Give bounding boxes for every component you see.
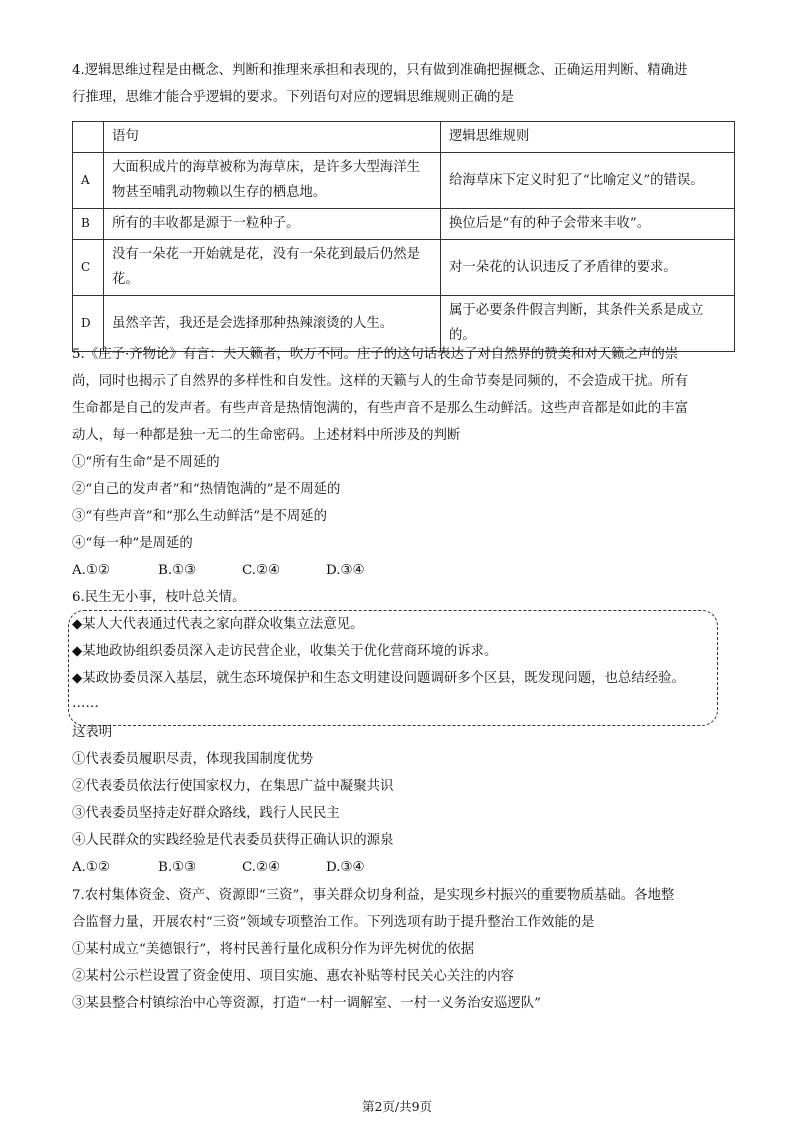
q5-stem-line: 动人，每一种都是独一无二的生命密码。上述材料中所涉及的判断: [72, 428, 461, 443]
row-rule: 给海草床下定义时犯了“比喻定义”的错误。: [441, 153, 735, 209]
page-number: 第2页/共9页: [361, 1099, 433, 1114]
q5-stem-line: 尚，同时也揭示了自然界的多样性和自发性。这样的天籁与人的生命节奏是同频的，不会造成干扰。所有: [72, 374, 688, 389]
q6-material-line: ◆某人大代表通过代表之家向群众收集立法意见。: [72, 617, 364, 632]
q6-statement: ②代表委员依法行使国家权力，在集思广益中凝聚共识: [72, 779, 394, 794]
q6-material-ellipsis: ……: [72, 696, 99, 711]
q5-stem-line: 5.《庄子·齐物论》有言：夫天籁者，吹万不同。庄子的这句话表达了对自然界的赞美和对天籁之声的崇: [72, 347, 679, 362]
row-rule: 对一朵花的认识违反了矛盾律的要求。: [441, 240, 735, 296]
q5-statement: ②“自己的发声者”和“热情饱满的”是不周延的: [72, 482, 341, 497]
row-sentence: 没有一朵花一开始就是花，没有一朵花到最后仍然是花。: [104, 240, 441, 296]
table-row: [73, 153, 735, 209]
q5-options: [72, 561, 724, 581]
q6-options: [72, 858, 724, 878]
row-label: C: [73, 240, 104, 296]
row-rule: 换位后是“有的种子会带来丰收”。: [441, 209, 735, 240]
option-b: B.①③: [158, 563, 197, 578]
q6-material-line: ◆某政协委员深入基层，就生态环境保护和生态文明建设问题调研多个区县，既发现问题，也总结经验。: [72, 671, 685, 686]
q7-statement: ②某村公示栏设置了资金使用、项目实施、惠农补贴等村民关心关注的内容: [72, 969, 514, 984]
q7-statement: ③某县整合村镇综治中心等资源，打造“一村一调解室、一村一义务治安巡逻队”: [72, 996, 541, 1011]
q7-stem-line: 7.农村集体资金、资产、资源即“三资”，事关群众切身利益，是实现乡村振兴的重要物质基础。各地整: [72, 888, 675, 903]
table-row: [73, 209, 735, 240]
header-cell-sentence: 语句: [104, 122, 441, 153]
q7-stem-line: 合监督力量，开展农村“三资”领域专项整治工作。下列选项有助于提升整治工作效能的是: [72, 915, 595, 930]
option-a: A.①②: [72, 860, 110, 875]
table-row: [73, 296, 735, 352]
q4-stem-line-2: 行推理，思维才能合乎逻辑的要求。下列语句对应的逻辑思维规则正确的是: [72, 90, 514, 105]
q6-statement: ④人民群众的实践经验是代表委员获得正确认识的源泉: [72, 833, 394, 848]
row-sentence: 虽然辛苦，我还是会选择那种热辣滚烫的人生。: [104, 296, 441, 352]
row-rule: 属于必要条件假言判断，其条件关系是成立的。: [441, 296, 735, 352]
q6-material-line: ◆某地政协组织委员深入走访民营企业，收集关于优化营商环境的诉求。: [72, 644, 498, 659]
row-label: B: [73, 209, 104, 240]
option-d: D.③④: [326, 860, 365, 875]
q4-options-table: [72, 121, 735, 352]
q4-stem-line-1: 4.逻辑思维过程是由概念、判断和推理来承担和表现的，只有做到准确把握概念、正确运用判断、精确进: [72, 63, 688, 78]
q7-statement: ①某村成立“美德银行”，将村民善行量化成积分作为评先树优的依据: [72, 942, 475, 957]
row-label: A: [73, 153, 104, 209]
row-label: D: [73, 296, 104, 352]
option-c: C.②④: [242, 860, 281, 875]
q5-statement: ④“每一种”是周延的: [72, 536, 193, 551]
q6-statement: ①代表委员履职尽责，体现我国制度优势: [72, 752, 314, 767]
q6-lead: 这表明: [72, 725, 113, 740]
option-c: C.②④: [242, 563, 281, 578]
option-a: A.①②: [72, 563, 110, 578]
table-row: [73, 240, 735, 296]
table-header-row: [73, 122, 735, 153]
q6-statement: ③代表委员坚持走好群众路线，践行人民民主: [72, 806, 340, 821]
option-d: D.③④: [326, 563, 365, 578]
q6-stem: 6.民生无小事，枝叶总关情。: [72, 590, 246, 605]
q5-statement: ①“所有生命”是不周延的: [72, 455, 220, 470]
header-cell-rule: 逻辑思维规则: [441, 122, 735, 153]
q5-statement: ③“有些声音”和“那么生动鲜活”是不周延的: [72, 509, 328, 524]
q5-stem-line: 生命都是自己的发声者。有些声音是热情饱满的，有些声音不是那么生动鲜活。这些声音都是如此的丰富: [72, 401, 688, 416]
row-sentence: 大面积成片的海草被称为海草床，是许多大型海洋生物甚至哺乳动物赖以生存的栖息地。: [104, 153, 441, 209]
row-sentence: 所有的丰收都是源于一粒种子。: [104, 209, 441, 240]
header-cell: [73, 122, 104, 153]
option-b: B.①③: [158, 860, 197, 875]
